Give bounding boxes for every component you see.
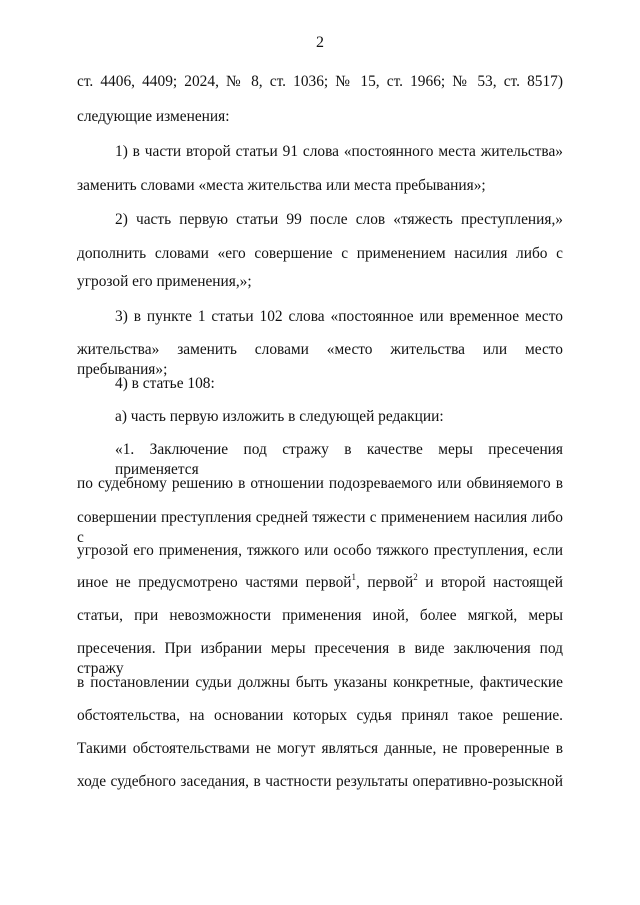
text-line: угрозой его применения,»; <box>77 273 252 290</box>
text-line: «1. Заключение под стражу в качестве меры пресечения применяется <box>115 441 563 478</box>
text-line: по судебному решению в отношении подозреваемого или обвиняемого в <box>77 475 563 492</box>
text-line: совершении преступления средней тяжести с применением насилия либо с <box>77 509 563 546</box>
text-line: Такими обстоятельствами не могут являться данные, не проверенные в <box>77 740 563 757</box>
text-line: 1) в части второй статьи 91 слова «постоянного места жительства» <box>115 143 563 160</box>
superscript: 1 <box>351 572 357 582</box>
text-line: 2) часть первую статьи 99 после слов «тяжесть преступления,» <box>115 211 563 228</box>
superscript: 2 <box>413 572 418 582</box>
text-line: обстоятельства, на основании которых судья принял такое решение. <box>77 707 563 724</box>
text-line: в постановлении судьи должны быть указаны конкретные, фактические <box>77 674 563 691</box>
text-line: дополнить словами «его совершение с применением насилия либо с <box>77 245 563 262</box>
text-line: пресечения. При избрании меры пресечения в виде заключения под стражу <box>77 640 563 677</box>
text-line: 3) в пункте 1 статьи 102 слова «постоянное или временное место <box>115 308 563 325</box>
text-line: жительства» заменить словами «место жительства или место пребывания»; <box>77 341 563 378</box>
page-number: 2 <box>316 34 324 51</box>
text-line: статьи, при невозможности применения иной, более мягкой, меры <box>77 607 563 624</box>
text-line: угрозой его применения, тяжкого или особо тяжкого преступления, если <box>77 542 563 559</box>
text-line-with-footnotes <box>77 573 563 593</box>
text-line: ходе судебного заседания, в частности результаты оперативно-розыскной <box>77 773 563 790</box>
text-segment: и второй настоящей <box>417 574 563 591</box>
text-segment: , первой <box>356 574 414 591</box>
text-segment: иное не предусмотрено частями первой <box>77 574 352 591</box>
text-line: следующие изменения: <box>77 108 230 125</box>
text-line: 4) в статье 108: <box>115 375 215 392</box>
text-line: заменить словами «места жительства или места пребывания»; <box>77 177 486 194</box>
text-line: а) часть первую изложить в следующей редакции: <box>115 408 444 425</box>
text-line: ст. 4406, 4409; 2024, № 8, ст. 1036; № 15, ст. 1966; № 53, ст. 8517) <box>77 73 563 90</box>
